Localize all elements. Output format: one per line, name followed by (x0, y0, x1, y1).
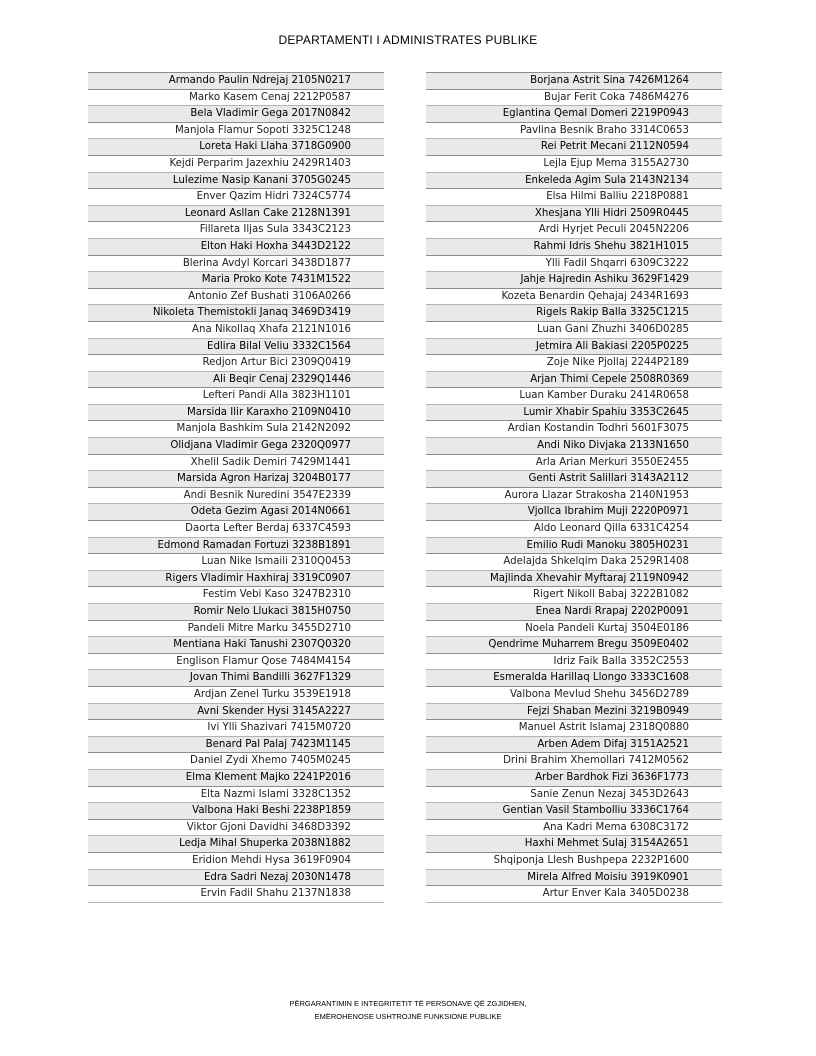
list-item: Avni Skender Hysi 3145A2227 (88, 704, 384, 721)
list-item: Ardian Kostandin Todhri 5601F3075 (426, 421, 722, 438)
footer-line-1: PËRGARANTIMIN E INTEGRITETIT TË PERSONAVE QË ZGJIDHEN, (289, 999, 527, 1008)
list-item: Pandeli Mitre Marku 3455D2710 (88, 621, 384, 638)
list-item: Ardi Hyrjet Peculi 2045N2206 (426, 222, 722, 239)
list-item: Benard Pal Palaj 7423M1145 (88, 737, 384, 754)
list-item: Elsa Hilmi Balliu 2218P0881 (426, 189, 722, 206)
list-item: Rigert Nikoll Babaj 3222B1082 (426, 587, 722, 604)
list-item: Nikoleta Themistokli Janaq 3469D3419 (88, 305, 384, 322)
list-item: Drini Brahim Xhemollari 7412M0562 (426, 753, 722, 770)
list-item: Luan Kamber Duraku 2414R0658 (426, 388, 722, 405)
list-item: Luan Nike Ismaili 2310Q0453 (88, 554, 384, 571)
list-item: Valbona Haki Beshi 2238P1859 (88, 803, 384, 820)
list-item: Lefteri Pandi Alla 3823H1101 (88, 388, 384, 405)
list-item: Ervin Fadil Shahu 2137N1838 (88, 886, 384, 903)
list-item: Daorta Lefter Berdaj 6337C4593 (88, 521, 384, 538)
list-item: Blerina Avdyl Korcari 3438D1877 (88, 256, 384, 273)
list-item: Zoje Nike Pjollaj 2244P2189 (426, 355, 722, 372)
list-item: Aurora Llazar Strakosha 2140N1953 (426, 488, 722, 505)
list-item: Luan Gani Zhuzhi 3406D0285 (426, 322, 722, 339)
list-item: Andi Besnik Nuredini 3547E2339 (88, 488, 384, 505)
page-title: DEPARTAMENTI I ADMINISTRATES PUBLIKE (278, 33, 538, 47)
list-item: Edmond Ramadan Fortuzi 3238B1891 (88, 538, 384, 555)
list-item: Ledja Mihal Shuperka 2038N1882 (88, 836, 384, 853)
list-item: Ana Kadri Mema 6308C3172 (426, 820, 722, 837)
list-item: Arben Adem Difaj 3151A2521 (426, 737, 722, 754)
list-item: Arla Arian Merkuri 3550E2455 (426, 455, 722, 472)
list-item: Rei Petrit Mecani 2112N0594 (426, 139, 722, 156)
list-item: Manjola Flamur Sopoti 3325C1248 (88, 123, 384, 140)
list-item: Enkeleda Agim Sula 2143N2134 (426, 173, 722, 190)
list-item: Kozeta Benardin Qehajaj 2434R1693 (426, 289, 722, 306)
list-item: Leonard Asllan Cake 2128N1391 (88, 206, 384, 223)
list-item: Jovan Thimi Bandilli 3627F1329 (88, 670, 384, 687)
list-item: Qendrime Muharrem Bregu 3509E0402 (426, 637, 722, 654)
right-name-list (426, 72, 722, 903)
list-item: Mentiana Haki Tanushi 2307Q0320 (88, 637, 384, 654)
list-item: Fejzi Shaban Mezini 3219B0949 (426, 704, 722, 721)
list-item: Manuel Astrit Islamaj 2318Q0880 (426, 720, 722, 737)
list-item: Romir Nelo Llukaci 3815H0750 (88, 604, 384, 621)
list-item: Esmeralda Harillaq Llongo 3333C1608 (426, 670, 722, 687)
list-item: Mirela Alfred Moisiu 3919K0901 (426, 870, 722, 887)
list-item: Shqiponja Llesh Bushpepa 2232P1600 (426, 853, 722, 870)
list-item: Enver Qazim Hidri 7324C5774 (88, 189, 384, 206)
list-item: Ivi Ylli Shazivari 7415M0720 (88, 720, 384, 737)
list-item: Marsida Ilir Karaxho 2109N0410 (88, 405, 384, 422)
list-item: Marko Kasem Cenaj 2212P0587 (88, 90, 384, 107)
list-item: Idriz Faik Balla 3352C2553 (426, 654, 722, 671)
list-item: Ylli Fadil Shqarri 6309C3222 (426, 256, 722, 273)
list-item: Emilio Rudi Manoku 3805H0231 (426, 538, 722, 555)
list-item: Bujar Ferit Coka 7486M4276 (426, 90, 722, 107)
list-item: Andi Niko Divjaka 2133N1650 (426, 438, 722, 455)
list-item: Maria Proko Kote 7431M1522 (88, 272, 384, 289)
list-item: Rigers Vladimir Haxhiraj 3319C0907 (88, 571, 384, 588)
list-item: Enea Nardi Rrapaj 2202P0091 (426, 604, 722, 621)
list-item: Elton Haki Hoxha 3443D2122 (88, 239, 384, 256)
footer (0, 998, 816, 1023)
list-item: Englison Flamur Qose 7484M4154 (88, 654, 384, 671)
list-item: Bela Vladimir Gega 2017N0842 (88, 106, 384, 123)
list-item: Olidjana Vladimir Gega 2320Q0977 (88, 438, 384, 455)
list-item: Adelajda Shkelqim Daka 2529R1408 (426, 554, 722, 571)
list-item: Haxhi Mehmet Sulaj 3154A2651 (426, 836, 722, 853)
list-item: Artur Enver Kala 3405D0238 (426, 886, 722, 903)
list-item: Rigels Rakip Balla 3325C1215 (426, 305, 722, 322)
list-item: Jetmira Ali Bakiasi 2205P0225 (426, 339, 722, 356)
list-item: Lulezime Nasip Kanani 3705G0245 (88, 173, 384, 190)
list-item: Genti Astrit Salillari 3143A2112 (426, 471, 722, 488)
list-item: Eglantina Qemal Domeri 2219P0943 (426, 106, 722, 123)
list-item: Borjana Astrit Sina 7426M1264 (426, 73, 722, 90)
footer-line-2: EMËROHENOSE USHTROJNË FUNKSIONE PUBLIKE (314, 1011, 502, 1021)
list-item: Xhesjana Ylli Hidri 2509R0445 (426, 206, 722, 223)
list-item: Ana Nikollaq Xhafa 2121N1016 (88, 322, 384, 339)
list-item: Daniel Zydi Xhemo 7405M0245 (88, 753, 384, 770)
list-item: Lejla Ejup Mema 3155A2730 (426, 156, 722, 173)
left-name-list (88, 72, 384, 903)
list-item: Manjola Bashkim Sula 2142N2092 (88, 421, 384, 438)
list-item: Loreta Haki Llaha 3718G0900 (88, 139, 384, 156)
list-item: Edlira Bilal Veliu 3332C1564 (88, 339, 384, 356)
list-item: Jahje Hajredin Ashiku 3629F1429 (426, 272, 722, 289)
list-item: Rahmi Idris Shehu 3821H1015 (426, 239, 722, 256)
list-item: Arber Bardhok Fizi 3636F1773 (426, 770, 722, 787)
list-item: Odeta Gezim Agasi 2014N0661 (88, 504, 384, 521)
list-item: Kejdi Perparim Jazexhiu 2429R1403 (88, 156, 384, 173)
list-item: Eridion Mehdi Hysa 3619F0904 (88, 853, 384, 870)
list-item: Pavlina Besnik Braho 3314C0653 (426, 123, 722, 140)
list-item: Fillareta Iljas Sula 3343C2123 (88, 222, 384, 239)
list-item: Elta Nazmi Islami 3328C1352 (88, 787, 384, 804)
list-item: Festim Vebi Kaso 3247B2310 (88, 587, 384, 604)
list-item: Valbona Mevlud Shehu 3456D2789 (426, 687, 722, 704)
list-item: Ardjan Zenel Turku 3539E1918 (88, 687, 384, 704)
list-item: Gentian Vasil Stambolliu 3336C1764 (426, 803, 722, 820)
list-item: Sanie Zenun Nezaj 3453D2643 (426, 787, 722, 804)
list-item: Edra Sadri Nezaj 2030N1478 (88, 870, 384, 887)
list-item: Redjon Artur Bici 2309Q0419 (88, 355, 384, 372)
list-item: Lumir Xhabir Spahiu 3353C2645 (426, 405, 722, 422)
list-item: Armando Paulin Ndrejaj 2105N0217 (88, 73, 384, 90)
list-item: Noela Pandeli Kurtaj 3504E0186 (426, 621, 722, 638)
list-item: Vjollca Ibrahim Muji 2220P0971 (426, 504, 722, 521)
list-item: Xhelil Sadik Demiri 7429M1441 (88, 455, 384, 472)
list-item: Elma Klement Majko 2241P2016 (88, 770, 384, 787)
list-item: Viktor Gjoni Davidhi 3468D3392 (88, 820, 384, 837)
list-item: Antonio Zef Bushati 3106A0266 (88, 289, 384, 306)
list-item: Arjan Thimi Cepele 2508R0369 (426, 372, 722, 389)
list-item: Aldo Leonard Qilla 6331C4254 (426, 521, 722, 538)
list-item: Ali Beqir Cenaj 2329Q1446 (88, 372, 384, 389)
list-item: Marsida Agron Harizaj 3204B0177 (88, 471, 384, 488)
list-item: Majlinda Xhevahir Myftaraj 2119N0942 (426, 571, 722, 588)
